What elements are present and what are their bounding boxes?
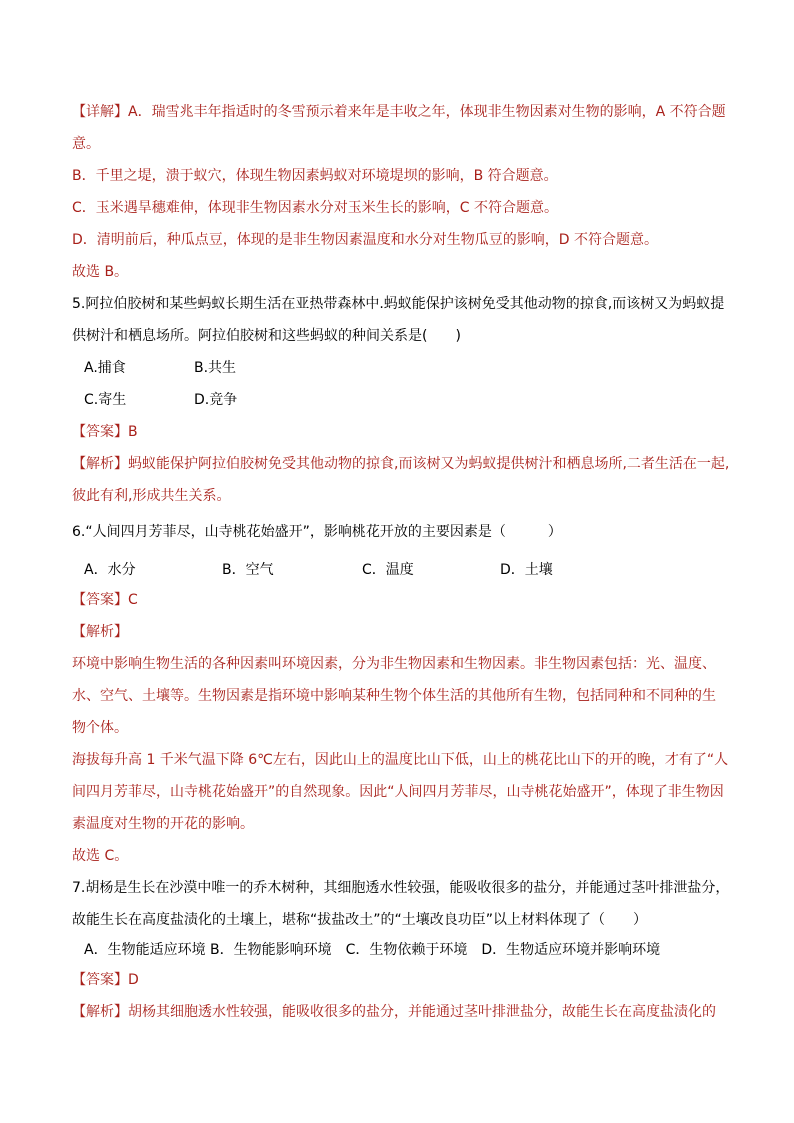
q5-options-row-2 bbox=[84, 390, 237, 410]
answer-value: D bbox=[128, 972, 139, 988]
answer-value: B bbox=[128, 424, 138, 440]
q6-analysis-p2-line-2: 间四月芳菲尽，山寺桃花始盛开”的自然现象。因此“人间四月芳菲尽，山寺桃花始盛开”，体现了非生物因 bbox=[72, 784, 724, 800]
q6-conclusion: 故选 C。 bbox=[72, 848, 129, 864]
q4-conclusion: 故选 B。 bbox=[72, 264, 129, 280]
q4-detail-line-1 bbox=[72, 102, 726, 122]
analysis-tag: 【解析】 bbox=[72, 456, 128, 472]
q6-analysis-p1-line-2: 水、空气、土壤等。生物因素是指环境中影响某种生物个体生活的其他所有生物，包括同种和不同种的生 bbox=[72, 688, 716, 704]
q6-option-a: A．水分 bbox=[84, 562, 136, 578]
answer-tag: 【答案】 bbox=[72, 972, 128, 988]
q7-answer bbox=[72, 970, 139, 990]
q4-option-b-explanation: B．千里之堤，溃于蚁穴，体现生物因素蚂蚁对环境堤坝的影响，B 符合题意。 bbox=[72, 168, 558, 184]
q5-answer bbox=[72, 422, 138, 442]
q5-option-d: D.竞争 bbox=[194, 392, 238, 408]
q5-analysis-line-2: 彼此有利,形成共生关系。 bbox=[72, 488, 231, 504]
q4-option-d-explanation: D．清明前后，种瓜点豆，体现的是非生物因素温度和水分对生物瓜豆的影响，D 不符合题意。 bbox=[72, 232, 659, 248]
q5-analysis-line-1 bbox=[72, 454, 729, 474]
q4-option-c-explanation: C．玉米遇旱穗难伸，体现非生物因素水分对玉米生长的影响，C 不符合题意。 bbox=[72, 200, 558, 216]
q6-stem: 6.“人间四月芳菲尽，山寺桃花始盛开”，影响桃花开放的主要因素是（ ） bbox=[72, 524, 562, 540]
q6-option-c: C．温度 bbox=[362, 562, 414, 578]
analysis-tag: 【解析】 bbox=[72, 1004, 128, 1020]
q7-stem-line-2: 故能生长在高度盐渍化的土壤上，堪称“拔盐改土”的“土壤改良功臣”以上材料体现了（ ） bbox=[72, 912, 648, 928]
detail-tag: 【详解】 bbox=[72, 104, 128, 120]
q6-analysis-p1-line-1: 环境中影响生物生活的各种因素叫环境因素，分为非生物因素和生物因素。非生物因素包括：光、温度、 bbox=[72, 656, 716, 672]
q4-detail-line-2: 意。 bbox=[72, 136, 100, 152]
q6-option-b: B．空气 bbox=[222, 562, 274, 578]
analysis-text: 胡杨其细胞透水性较强，能吸收很多的盐分，并能通过茎叶排泄盐分，故能生长在高度盐渍化的 bbox=[128, 1004, 716, 1020]
q5-option-b: B.共生 bbox=[194, 360, 237, 376]
q6-answer bbox=[72, 590, 138, 610]
q5-option-a: A.捕食 bbox=[84, 360, 126, 376]
q5-options-row-1 bbox=[84, 358, 236, 378]
q6-options bbox=[84, 560, 553, 580]
answer-tag: 【答案】 bbox=[72, 424, 128, 440]
answer-tag: 【答案】 bbox=[72, 592, 128, 608]
q7-options: A．生物能适应环境 B．生物能影响环境 C．生物依赖于环境 D．生物适应环境并影响环境 bbox=[84, 942, 661, 958]
q6-analysis-p2-line-1: 海拔每升高 1 千米气温下降 6℃左右，因此山上的温度比山下低，山上的桃花比山下的开的晚，才有了“人 bbox=[72, 752, 729, 768]
q6-analysis-p2-line-3: 素温度对生物的开花的影响。 bbox=[72, 816, 254, 832]
q5-stem-line-1: 5.阿拉伯胶树和某些蚂蚁长期生活在亚热带森林中.蚂蚁能保护该树免受其他动物的掠食,而该树又为蚂蚁提 bbox=[72, 296, 725, 312]
detail-text: A．瑞雪兆丰年指适时的冬雪预示着来年是丰收之年，体现非生物因素对生物的影响，A 不符合题 bbox=[128, 104, 726, 120]
q5-stem-line-2: 供树汁和栖息场所。阿拉伯胶树和这些蚂蚁的种间关系是( ) bbox=[72, 328, 461, 344]
q6-analysis-p1-line-3: 物个体。 bbox=[72, 720, 128, 736]
answer-value: C bbox=[128, 592, 138, 608]
q6-option-d: D．土壤 bbox=[500, 562, 553, 578]
q7-stem-line-1: 7.胡杨是生长在沙漠中唯一的乔木树种，其细胞透水性较强，能吸收很多的盐分，并能通过茎叶排泄盐分， bbox=[72, 880, 730, 896]
q5-option-c: C.寄生 bbox=[84, 392, 127, 408]
analysis-text: 蚂蚁能保护阿拉伯胶树免受其他动物的掠食,而该树又为蚂蚁提供树汁和栖息场所,二者生活在一起, bbox=[128, 456, 730, 472]
q7-analysis-line-1 bbox=[72, 1002, 716, 1022]
q6-analysis-tag: 【解析】 bbox=[72, 624, 128, 640]
